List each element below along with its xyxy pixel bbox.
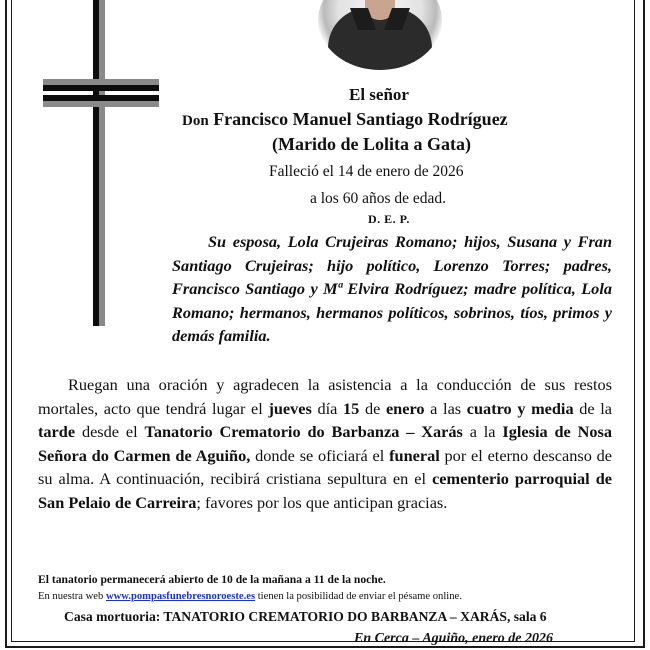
deceased-name	[182, 109, 508, 130]
opening-hours: El tanatorio permanecerá abierto de 10 de la mañana a 11 de la noche.	[38, 573, 386, 586]
name-prefix: Don	[182, 113, 209, 129]
dep-line: D. E. P.	[368, 212, 410, 226]
web-note: En nuestra web www.pompasfunebresnoroeste.es tienen la posibilidad de enviar el pésame online.	[38, 591, 462, 602]
ceremony-paragraph: Ruegan una oración y agradecen la asistencia a la conducción de sus restos mortales, acto que tendrá lugar el jueves día 15 de enero a las cuatro y media de la tarde desde el Tanatorio Crematorio do Barbanza – Xarás a la Iglesia de Nosa Señora do Carmen de Aguiño, donde se oficiará el funeral por el eterno descanso de su alma. A continuación, recibirá cristiana sepultura en el cementerio parroquial de San Pelaio de Carreira; favores por los que anticipan gracias.	[38, 375, 613, 512]
family-paragraph: Su esposa, Lola Crujeiras Romano; hijos, Susana y Fran Santiago Crujeiras; hijo político, Lorenzo Torres; padres, Francisco Santiago y Mª Elvira Rodríguez; madre política, Lola Romano; hermanos, hermanos políticos, sobrinos, tíos, primos y demás familia.	[172, 232, 612, 345]
place-date: En Cerca – Aguiño, enero de 2026	[354, 631, 553, 646]
death-date: Falleció el 14 de enero de 2026	[269, 163, 464, 180]
age-line: a los 60 años de edad.	[310, 190, 447, 207]
name-text: Francisco Manuel Santiago Rodríguez	[213, 109, 508, 129]
deceased-portrait	[318, 0, 442, 70]
mortuary-line: Casa mortuoria: TANATORIO CREMATORIO DO BARBANZA – XARÁS, sala 6	[64, 609, 547, 624]
title-line: El señor	[349, 85, 409, 104]
web-link[interactable]: www.pompasfunebresnoroeste.es	[105, 591, 256, 602]
alias-line: (Marido de Lolita a Gata)	[272, 134, 471, 154]
